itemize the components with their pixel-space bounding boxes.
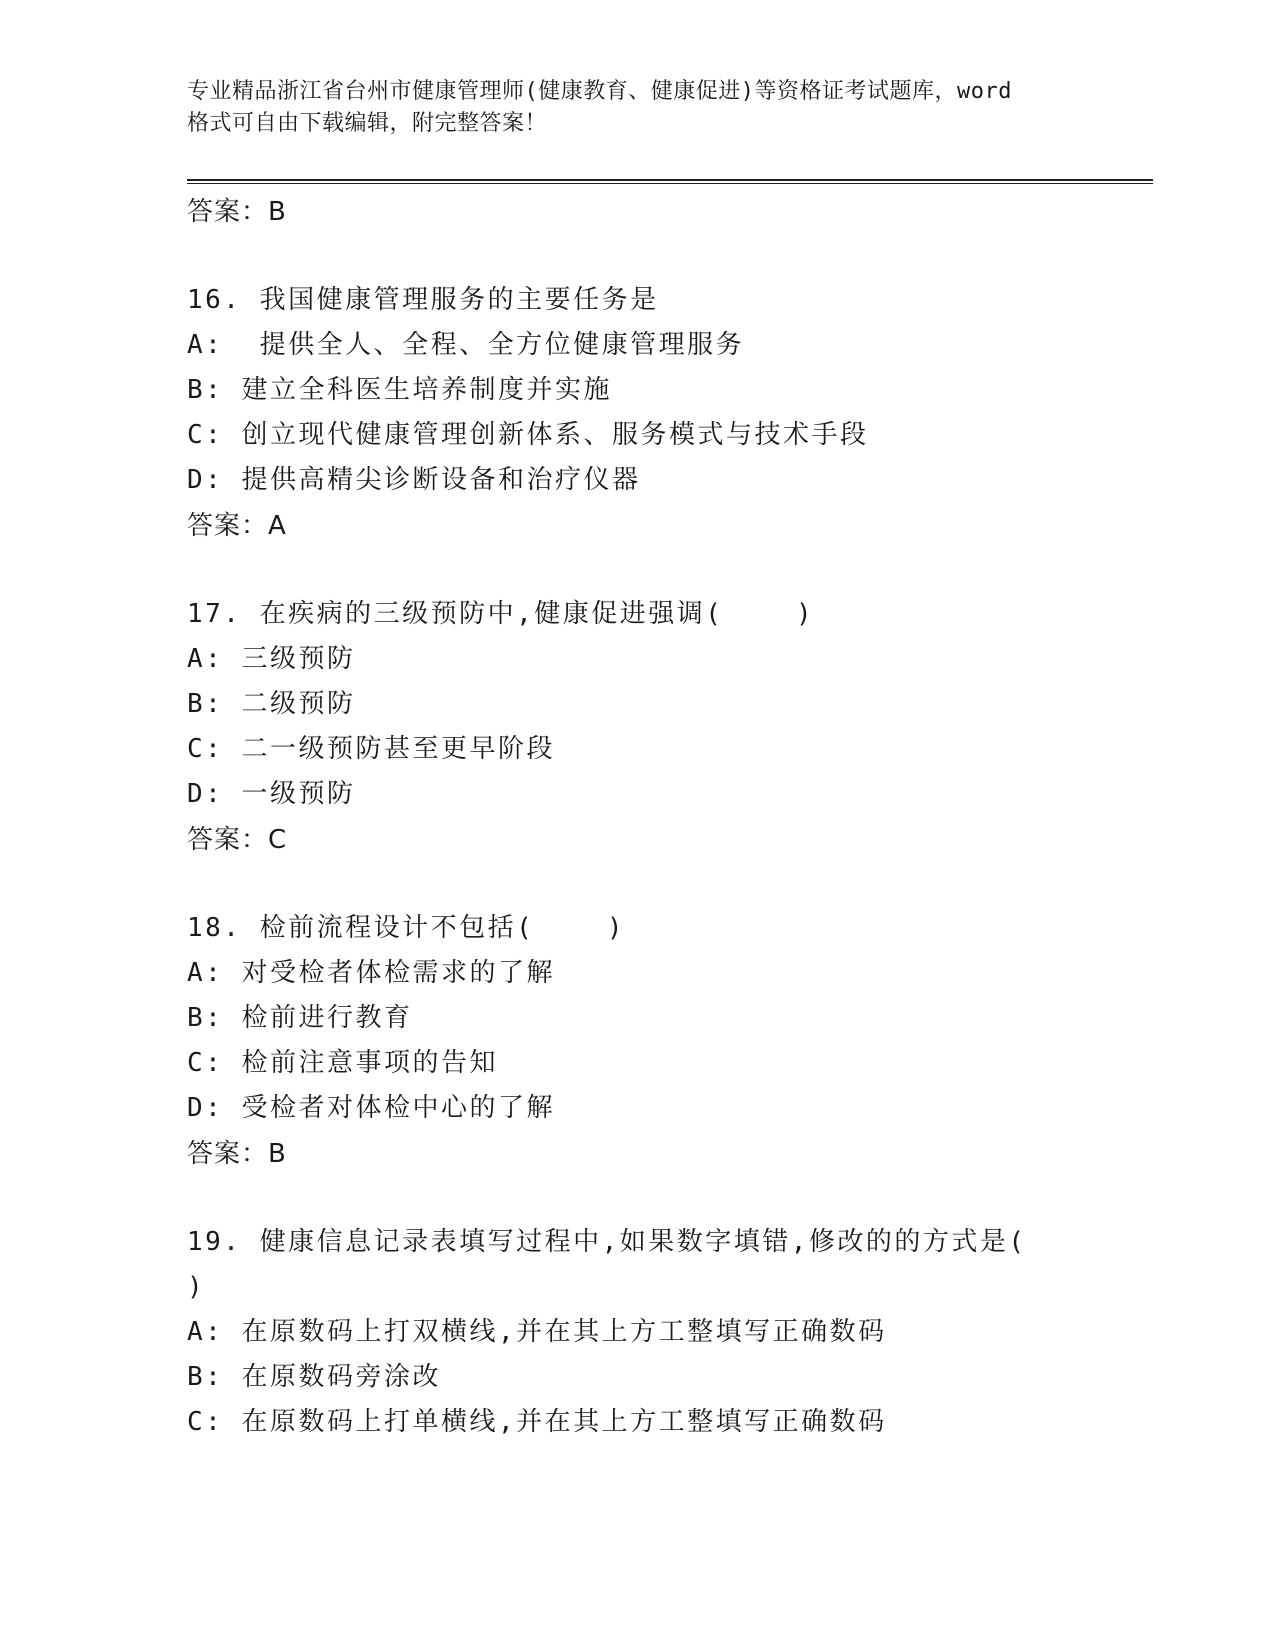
page-header [187,76,1087,140]
option-a: A: 对受检者体检需求的了解 [187,958,555,988]
question-stem-line-2: ) [187,1272,206,1302]
question-stem: 17. 在疾病的三级预防中,健康促进强调( ) [187,599,815,629]
answer-17: 答案：C [187,825,288,855]
option-b: B: 在原数码旁涂改 [187,1362,441,1392]
question-17 [187,592,1153,863]
option-d: D: 受检者对体检中心的了解 [187,1093,555,1123]
option-b: B: 检前进行教育 [187,1003,413,1033]
option-d: D: 提供高精尖诊断设备和治疗仪器 [187,465,641,495]
question-stem: 16. 我国健康管理服务的主要任务是 [187,285,659,315]
question-16 [187,278,1153,549]
option-a: A: 三级预防 [187,644,356,674]
answer-18: 答案：B [187,1139,287,1169]
header-line-1: 专业精品浙江省台州市健康管理师(健康教育、健康促进)等资格证考试题库，word [187,79,1012,104]
question-list [187,189,1153,1445]
option-b: B: 建立全科医生培养制度并实施 [187,375,612,405]
option-c: C: 检前注意事项的告知 [187,1048,498,1078]
header-divider-thin [187,183,1153,184]
question-18 [187,906,1153,1177]
document-page [187,0,1153,1650]
option-a: A: 在原数码上打双横线,并在其上方工整填写正确数码 [187,1317,887,1347]
option-d: D: 一级预防 [187,779,356,809]
question-stem: 18. 检前流程设计不包括( ) [187,913,626,943]
option-c: C: 在原数码上打单横线,并在其上方工整填写正确数码 [187,1407,887,1437]
option-c: C: 创立现代健康管理创新体系、服务模式与技术手段 [187,420,869,450]
option-c: C: 二一级预防甚至更早阶段 [187,734,555,764]
option-a: A: 提供全人、全程、全方位健康管理服务 [187,330,745,360]
option-b: B: 二级预防 [187,689,356,719]
question-19 [187,1220,1153,1445]
header-line-2: 格式可自由下载编辑，附完整答案！ [187,111,548,136]
question-stem-line-1: 19. 健康信息记录表填写过程中,如果数字填错,修改的的方式是( [187,1227,1027,1257]
answer-16: 答案：A [187,511,287,541]
header-divider-thick [187,179,1153,181]
answer-15: 答案：B [187,197,287,227]
